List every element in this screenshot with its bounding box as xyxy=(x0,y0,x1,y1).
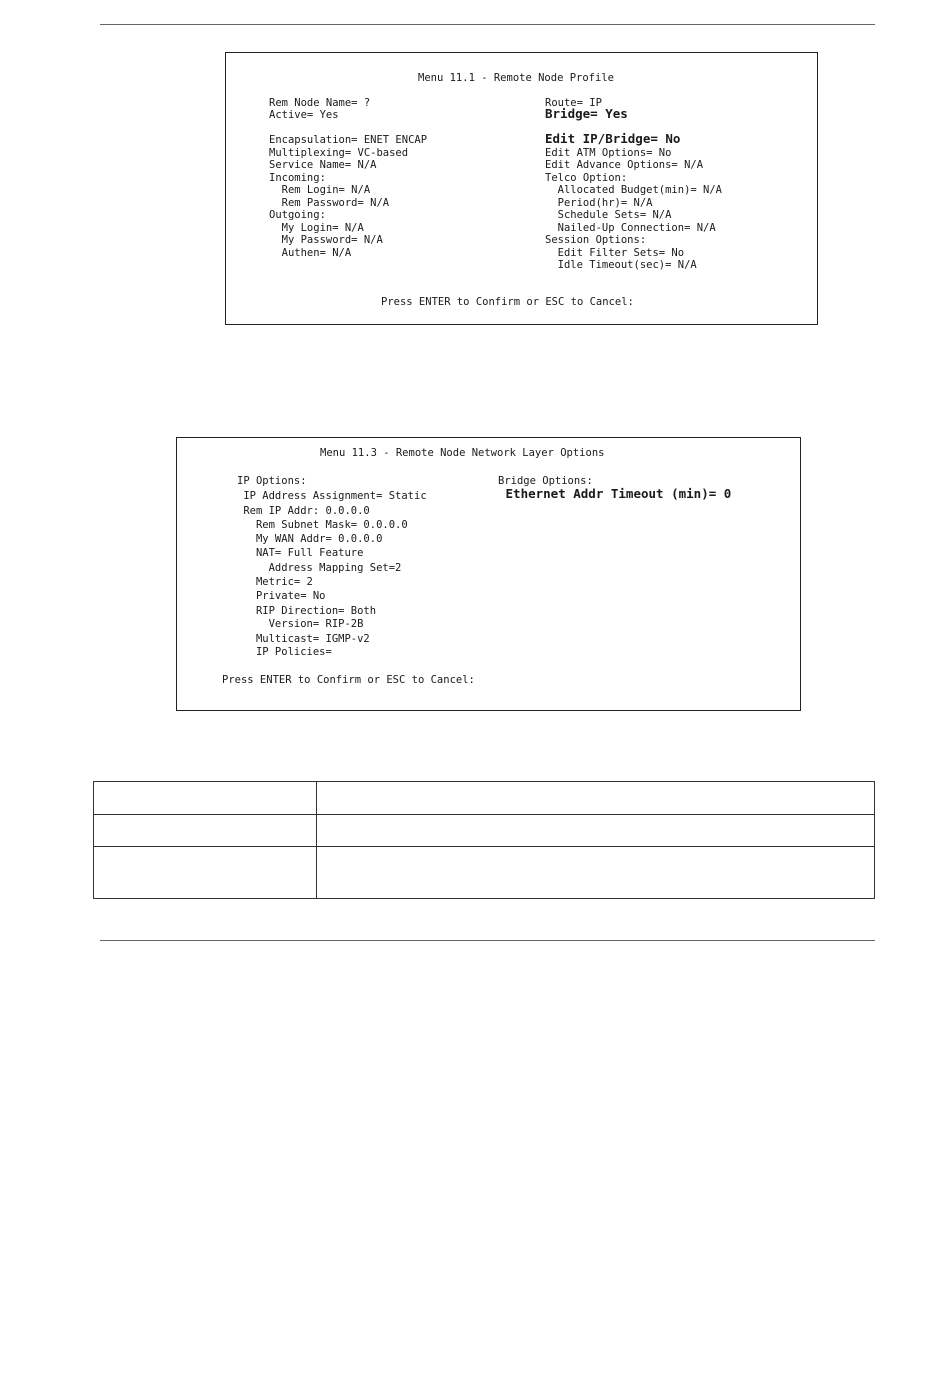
field-rem-login[interactable]: Rem Login= N/A xyxy=(269,184,371,196)
field-rem-ip-addr[interactable]: Rem IP Addr: 0.0.0.0 xyxy=(237,505,370,517)
field-rip-direction[interactable]: RIP Direction= Both xyxy=(237,605,377,617)
field-rem-password[interactable]: Rem Password= N/A xyxy=(269,197,390,209)
field-service-name[interactable]: Service Name= N/A xyxy=(269,159,377,171)
field-description-table xyxy=(93,781,875,899)
label-session-options: Session Options: xyxy=(545,234,647,246)
field-rem-node-name[interactable]: Rem Node Name= ? xyxy=(269,97,371,109)
menu-title: Menu 11.1 - Remote Node Profile xyxy=(418,72,614,84)
field-edit-atm-options[interactable]: Edit ATM Options= No xyxy=(545,147,672,159)
table-cell xyxy=(317,815,875,847)
table-row xyxy=(94,782,875,815)
label-outgoing: Outgoing: xyxy=(269,209,326,221)
table-cell xyxy=(94,815,317,847)
table-cell xyxy=(94,782,317,815)
field-edit-filter-sets[interactable]: Edit Filter Sets= No xyxy=(545,247,685,259)
field-encapsulation[interactable]: Encapsulation= ENET ENCAP xyxy=(269,134,428,146)
field-my-wan-addr[interactable]: My WAN Addr= 0.0.0.0 xyxy=(237,533,383,545)
table-row xyxy=(94,847,875,899)
field-multiplexing[interactable]: Multiplexing= VC-based xyxy=(269,147,409,159)
label-telco-option: Telco Option: xyxy=(545,172,628,184)
field-allocated-budget[interactable]: Allocated Budget(min)= N/A xyxy=(545,184,723,196)
field-address-mapping-set[interactable]: Address Mapping Set=2 xyxy=(237,562,402,574)
menu-title: Menu 11.3 - Remote Node Network Layer Options xyxy=(320,447,605,459)
confirm-prompt: Press ENTER to Confirm or ESC to Cancel: xyxy=(381,296,634,308)
confirm-prompt: Press ENTER to Confirm or ESC to Cancel: xyxy=(222,674,475,686)
field-idle-timeout[interactable]: Idle Timeout(sec)= N/A xyxy=(545,259,697,271)
field-edit-advance-options[interactable]: Edit Advance Options= N/A xyxy=(545,159,704,171)
field-rip-version[interactable]: Version= RIP-2B xyxy=(237,618,364,630)
field-ethernet-addr-timeout[interactable]: Ethernet Addr Timeout (min)= 0 xyxy=(498,486,732,501)
menu-11-1-screen xyxy=(225,52,818,325)
page-footer-rule xyxy=(100,940,875,941)
field-nat[interactable]: NAT= Full Feature xyxy=(237,547,364,559)
menu-11-3-screen xyxy=(176,437,801,711)
field-period[interactable]: Period(hr)= N/A xyxy=(545,197,653,209)
table-cell xyxy=(317,782,875,815)
table-row xyxy=(94,815,875,847)
field-my-login[interactable]: My Login= N/A xyxy=(269,222,364,234)
field-multicast[interactable]: Multicast= IGMP-v2 xyxy=(237,633,370,645)
table-cell xyxy=(317,847,875,899)
label-bridge-options: Bridge Options: xyxy=(498,475,593,487)
field-my-password[interactable]: My Password= N/A xyxy=(269,234,383,246)
field-schedule-sets[interactable]: Schedule Sets= N/A xyxy=(545,209,672,221)
table-cell xyxy=(94,847,317,899)
field-private[interactable]: Private= No xyxy=(237,590,326,602)
field-route[interactable]: Route= IP xyxy=(545,97,602,109)
field-authen[interactable]: Authen= N/A xyxy=(269,247,352,259)
field-rem-subnet-mask[interactable]: Rem Subnet Mask= 0.0.0.0 xyxy=(237,519,408,531)
field-active[interactable]: Active= Yes xyxy=(269,109,339,121)
field-edit-ip-bridge[interactable]: Edit IP/Bridge= No xyxy=(545,131,681,146)
label-incoming: Incoming: xyxy=(269,172,326,184)
label-ip-options: IP Options: xyxy=(237,475,307,487)
field-metric[interactable]: Metric= 2 xyxy=(237,576,313,588)
field-ip-policies[interactable]: IP Policies= xyxy=(237,646,332,658)
field-ip-address-assignment[interactable]: IP Address Assignment= Static xyxy=(237,490,427,502)
page-header-rule xyxy=(100,24,875,25)
field-nailed-up-connection[interactable]: Nailed-Up Connection= N/A xyxy=(545,222,716,234)
field-bridge[interactable]: Bridge= Yes xyxy=(545,106,628,121)
